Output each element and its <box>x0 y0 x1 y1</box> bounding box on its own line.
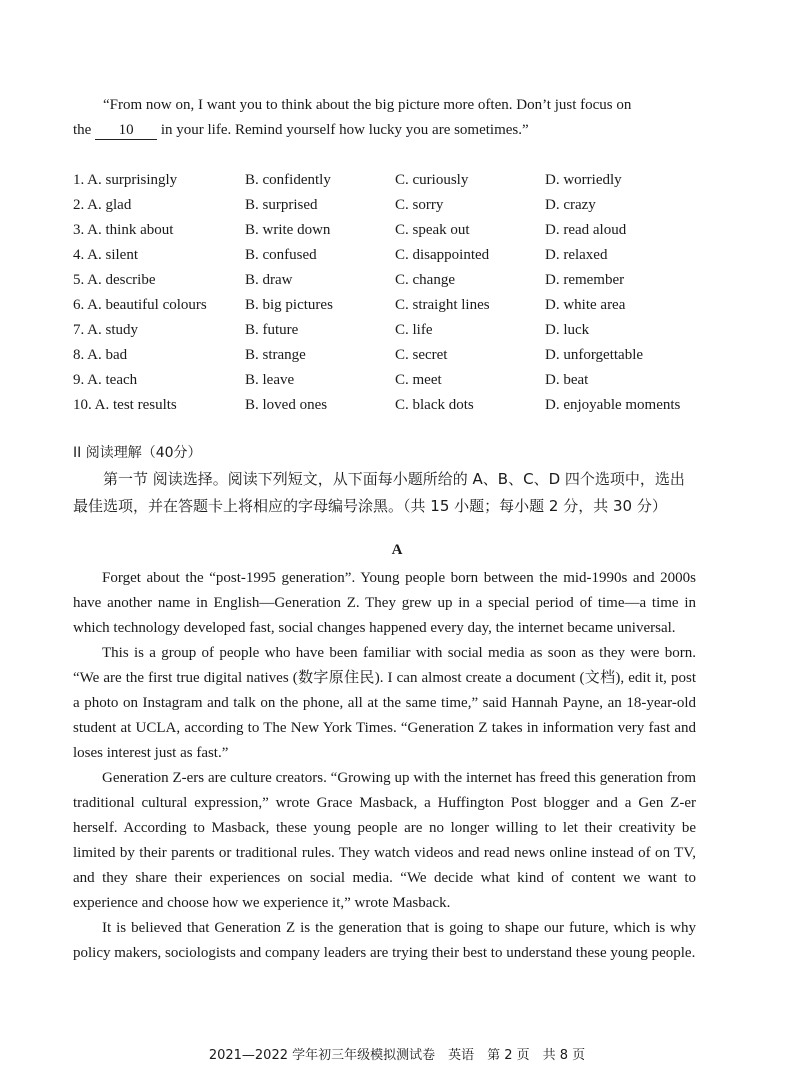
option-b: B. write down <box>245 222 331 238</box>
option-row <box>73 268 713 293</box>
option-a: 6. A. beautiful colours <box>73 297 207 313</box>
option-b: B. confused <box>245 247 317 263</box>
option-d: D. luck <box>545 322 590 338</box>
option-c: C. secret <box>395 347 448 363</box>
option-a: 4. A. silent <box>73 247 139 263</box>
option-d: D. read aloud <box>545 222 627 238</box>
option-row <box>73 368 713 393</box>
option-a: 1. A. surprisingly <box>73 172 178 188</box>
cloze-passage-ending <box>73 93 698 143</box>
option-c: C. change <box>395 272 455 288</box>
passage-paragraph: Generation Z-ers are culture creators. “Growing up with the internet has freed this generation from traditional cultural expression,” wrote Grace Masback, a Huffington Post blogger and a Gen Z-er herself. According to Masback, these young people are no longer willing to let their creativity be limited by their parents or traditional rules. They watch videos and read news online instead of on TV, and they share their experiences on social media. “We decide what kind of content we want to experience and choose how we experience it,” wrote Masback. <box>73 770 696 911</box>
option-c: C. life <box>395 322 433 338</box>
option-c: C. black dots <box>395 397 474 413</box>
option-row <box>73 243 713 268</box>
passage-paragraph: This is a group of people who have been familiar with social media as soon as they were born. “We are the first true digital natives (数字原住民). I can almost create a document (文档), edit it, post a photo on Instagram and talk on the phone, all at the same time,” said Hannah Payne, an 18-year-old student at UCLA, according to The New York Times. “Generation Z takes in information very fast and loses interest just as fast.” <box>73 645 696 761</box>
option-a: 10. A. test results <box>73 397 177 413</box>
reading-passage-a <box>73 566 696 966</box>
option-row <box>73 168 713 193</box>
option-row <box>73 393 713 418</box>
option-row <box>73 218 713 243</box>
blank-10: 10 <box>95 121 157 140</box>
option-a: 2. A. glad <box>73 197 132 213</box>
instruction-text: 第一节 阅读选择。阅读下列短文，从下面每小题所给的 A、B、C、D 四个选项中，选出最佳选项，并在答题卡上将相应的字母编号涂黑。（共 15 小题；每小题 2 分，共 30 分） <box>73 470 685 515</box>
option-c: C. disappointed <box>395 247 490 263</box>
option-b: B. big pictures <box>245 297 333 313</box>
intro-line-2 <box>73 118 698 143</box>
option-b: B. confidently <box>245 172 331 188</box>
passage-paragraph: It is believed that Generation Z is the generation that is going to shape our future, which is why policy makers, sociologists and company leaders are trying their best to understand these young people. <box>73 920 696 961</box>
option-c: C. speak out <box>395 222 470 238</box>
option-c: C. meet <box>395 372 442 388</box>
option-b: B. strange <box>245 347 306 363</box>
option-d: D. white area <box>545 297 626 313</box>
option-c: C. straight lines <box>395 297 490 313</box>
intro-line-2-start: the <box>73 122 92 138</box>
option-a: 3. A. think about <box>73 222 174 238</box>
option-b: B. draw <box>245 272 293 288</box>
passage-paragraph: Forget about the “post-1995 generation”. Young people born between the mid-1990s and 2000s have another name in English—Generation Z. They grew up in a special period of time—a time in which technology developed fast, social changes happened every day, the internet became universal. <box>73 570 696 636</box>
option-b: B. surprised <box>245 197 318 213</box>
option-d: D. beat <box>545 372 589 388</box>
cloze-options-list <box>73 168 713 418</box>
section-heading: II 阅读理解（40分） <box>73 445 202 461</box>
option-c: C. sorry <box>395 197 444 213</box>
option-a: 5. A. describe <box>73 272 156 288</box>
page-footer: 2021—2022 学年初三年级模拟测试卷 英语 第 2 页 共 8 页 <box>208 1048 586 1063</box>
option-row <box>73 293 713 318</box>
option-row <box>73 343 713 368</box>
option-b: B. loved ones <box>245 397 328 413</box>
option-a: 7. A. study <box>73 322 139 338</box>
option-a: 9. A. teach <box>73 372 138 388</box>
intro-line-1: “From now on, I want you to think about the big picture more often. Don’t just focus on <box>103 97 632 113</box>
option-b: B. leave <box>245 372 295 388</box>
option-a: 8. A. bad <box>73 347 128 363</box>
option-d: D. unforgettable <box>545 347 644 363</box>
option-d: D. relaxed <box>545 247 608 263</box>
option-row <box>73 193 713 218</box>
section-instruction <box>73 466 698 520</box>
option-d: D. crazy <box>545 197 596 213</box>
option-d: D. worriedly <box>545 172 622 188</box>
option-b: B. future <box>245 322 299 338</box>
option-row <box>73 318 713 343</box>
intro-line-2-end: in your life. Remind yourself how lucky you are sometimes.” <box>160 122 529 138</box>
option-d: D. remember <box>545 272 625 288</box>
passage-title: A <box>391 542 403 558</box>
option-d: D. enjoyable moments <box>545 397 681 413</box>
option-c: C. curiously <box>395 172 469 188</box>
